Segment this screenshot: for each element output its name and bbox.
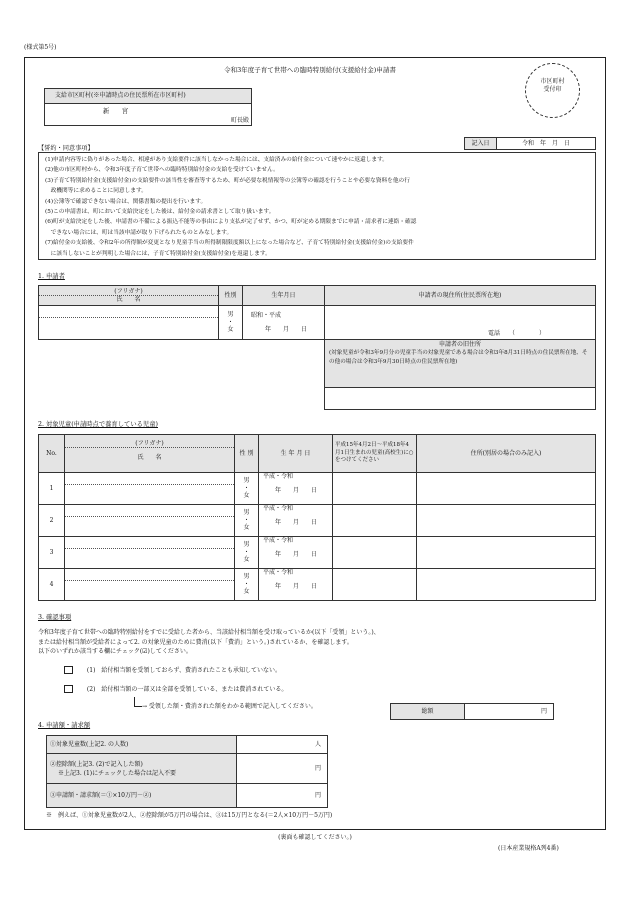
deduction-input[interactable] [237, 754, 328, 784]
entry-date-table [464, 137, 596, 150]
arrow-connector [134, 697, 142, 707]
entry-date-label: 記入日 [465, 138, 497, 150]
female-option[interactable]: 女 [243, 524, 250, 532]
child-sex-cell[interactable] [235, 537, 259, 569]
child-birth-cell[interactable] [259, 569, 333, 601]
child-no: 2 [39, 505, 65, 537]
child-name-input[interactable] [65, 517, 234, 535]
form-number: (様式第5号) [24, 44, 57, 51]
total-input[interactable] [465, 704, 554, 720]
applicant-era[interactable]: 昭和・平成 [251, 311, 282, 319]
child-era[interactable]: 平成・令和 [263, 537, 294, 544]
sex-dot: ・ [243, 580, 250, 588]
child-furigana-input[interactable] [65, 569, 234, 581]
option1-row [64, 666, 281, 674]
pledge-item: に該当しないことが判明した場合には、子育て特別給付金(支援給付金)を返還します。 [45, 250, 271, 257]
male-option[interactable]: 男 [227, 311, 234, 319]
stamp-line1: 市区町村 [540, 78, 565, 85]
section4-title: 4. 申請額・請求額 [38, 722, 91, 729]
child-address-input[interactable] [417, 505, 596, 537]
phone-label[interactable]: 電話 （ ） [487, 329, 545, 337]
applicant-address-cell[interactable] [325, 306, 596, 340]
child-ymd[interactable]: 年 月 日 [275, 550, 318, 558]
hs-mark-cell[interactable] [333, 505, 417, 537]
arrow-note: → 受領した額・費消された額をわかる範囲で記入してください。 [142, 703, 317, 710]
child-no: 3 [39, 537, 65, 569]
child-address-header: 住所(別居の場合のみ記入) [417, 435, 596, 473]
count-unit: 人 [314, 740, 321, 748]
child-address-input[interactable] [417, 473, 596, 505]
table-row [39, 505, 596, 537]
total-label: 総額 [391, 704, 465, 720]
option2-checkbox[interactable] [64, 685, 73, 693]
applicant-furigana-input[interactable] [39, 306, 218, 318]
municipality-suffix: 町長殿 [231, 117, 250, 124]
table-row [39, 537, 596, 569]
request-amount-input[interactable] [237, 784, 328, 808]
no-header: No. [39, 435, 65, 473]
intro-line2: または給付相当額が受給者によって2. の対象児童のために費消(以下「費消」という。)されているか、を確認します。 [38, 638, 353, 646]
applicant-sex-cell[interactable] [219, 306, 243, 340]
request-amount-label: ③申請額・請求額(＝①×10万円－②) [47, 784, 237, 808]
child-no: 4 [39, 569, 65, 601]
child-name-cell [65, 569, 235, 601]
total-unit: 円 [540, 707, 547, 715]
option1-label: (1) 給付相当額を受領しておらず、費消されたことも承知していない。 [86, 666, 281, 674]
applicant-birth-cell[interactable] [243, 306, 325, 340]
deduction-label [47, 754, 237, 784]
intro-line1: 令和3年度子育て世帯への臨時特別給付をすでに受給した者から、当該給付相当額を受け取っているか(以下「受領」という。)、 [38, 629, 380, 636]
child-era[interactable]: 平成・令和 [263, 569, 294, 576]
pledge-title: 【誓約・同意事項】 [38, 145, 94, 152]
pledge-item: (7)給付金の支給後、令和2年の所得額が変更となり児童手当の所得制限限度額以上になった場合など、子育て特別給付金(支援給付金)の支給要件 [45, 240, 414, 247]
pledge-item: (3)子育て特別給付金(支援給付金)の支給要件の該当性を審査等するため、町が必要な税情報等の公簿等の確認を行うことや必要な資料を他の行 [45, 177, 410, 184]
child-name-cell [65, 537, 235, 569]
female-option[interactable]: 女 [243, 556, 250, 564]
male-option[interactable]: 男 [243, 573, 250, 581]
pledge-item: 政機関等に求めることに同意します。 [45, 188, 147, 195]
child-furigana-input[interactable] [65, 473, 234, 485]
child-furigana-input[interactable] [65, 505, 234, 517]
pledge-box [38, 152, 596, 260]
intro-line3: 以下のいずれか該当する欄にチェック(☑)してください。 [38, 648, 192, 656]
deduction-label-note: ※上記3. (1)にチェックした場合は記入不要 [58, 769, 176, 777]
child-name-label: 氏 名 [137, 454, 162, 461]
child-ymd[interactable]: 年 月 日 [275, 486, 318, 494]
child-era[interactable]: 平成・令和 [263, 505, 294, 512]
section2-title: 2. 対象児童(申請時点で養育している児童) [38, 421, 158, 428]
municipality-box [44, 88, 252, 126]
child-birth-cell[interactable] [259, 473, 333, 505]
footer-right: (日本産業規格A列4番) [498, 845, 559, 852]
female-option[interactable]: 女 [243, 492, 250, 500]
child-name-cell [65, 473, 235, 505]
hs-mark-cell[interactable] [333, 569, 417, 601]
child-sex-cell[interactable] [235, 505, 259, 537]
hs-mark-cell[interactable] [333, 537, 417, 569]
hs-mark-cell[interactable] [333, 473, 417, 505]
section3-intro [38, 628, 598, 657]
option1-checkbox[interactable] [64, 666, 73, 674]
pledge-item: (2)他の市区町村から、令和3年度子育て世帯への臨時特別給付金の支給を受けていません。 [45, 167, 279, 174]
deduction-label-main: ②控除額(上記3. (2)で記入した額) [50, 760, 143, 768]
male-option[interactable]: 男 [243, 541, 250, 549]
reception-stamp [525, 63, 580, 118]
child-ymd[interactable]: 年 月 日 [275, 582, 318, 590]
address-header: 申請者の現住所(住民票所在地) [325, 286, 596, 306]
child-name-input[interactable] [65, 485, 234, 503]
applicant-ymd[interactable]: 年 月 日 [265, 326, 308, 333]
female-option[interactable]: 女 [227, 326, 234, 334]
pledge-item: できない場合には、町は当該申請が取り下げられたものとみなします。 [45, 229, 233, 236]
child-furigana-input[interactable] [65, 537, 234, 549]
male-option[interactable]: 男 [243, 477, 250, 485]
pledge-item: (1)申請内容等に偽りがあった場合、相違があり支給要件に該当しなかった場合には、支給済みの給付金について速やかに返還します。 [45, 157, 388, 163]
example-note: ※ 例えば、①対象児童数が2人、②控除額が5万円の場合は、③は15万円となる(＝2人×10万円－5万円) [46, 812, 333, 819]
sex-dot: ・ [243, 516, 250, 524]
sex-dot: ・ [243, 548, 250, 556]
child-no: 1 [39, 473, 65, 505]
birth-header: 生年月日 [243, 286, 325, 306]
sex-dot: ・ [243, 484, 250, 492]
deduction-unit: 円 [314, 764, 321, 772]
sex-header: 性別 [219, 286, 243, 306]
child-sex-header: 性 別 [235, 435, 259, 473]
child-sex-cell[interactable] [235, 569, 259, 601]
stamp-line2: 受付印 [543, 85, 562, 93]
child-name-input[interactable] [65, 581, 234, 599]
child-address-input[interactable] [417, 569, 596, 601]
request-unit: 円 [314, 791, 321, 799]
sex-dot: ・ [227, 318, 234, 326]
female-option[interactable]: 女 [243, 588, 250, 596]
applicant-name-cell [39, 306, 219, 340]
applicant-name-input[interactable] [39, 318, 218, 338]
applicant-blank [39, 340, 325, 388]
old-address-input[interactable] [325, 388, 596, 410]
table-row [39, 473, 596, 505]
option2-row [64, 685, 287, 693]
hs-note-header: 平成15年4月2日～平成18年4月1日生まれの児童(高校生)に○をつけてください [333, 435, 417, 473]
option2-label: (2) 給付相当額の一部又は全部を受領している、または費消されている。 [86, 685, 288, 693]
child-birth-cell[interactable] [259, 505, 333, 537]
municipality-name[interactable]: 新 宮 [103, 108, 129, 115]
municipality-header: 支給市区町村(※申請時点の住民票所在市区町村) [45, 89, 251, 104]
name-header: 氏 名 [116, 296, 141, 303]
old-address-title: 申請者の旧住所 [438, 341, 481, 348]
child-birth-header: 生 年 月 日 [259, 435, 333, 473]
child-era[interactable]: 平成・令和 [263, 473, 294, 480]
child-furigana-header: (フリガナ) [65, 440, 234, 449]
furigana-header: (フリガナ) [39, 288, 218, 297]
male-option[interactable]: 男 [243, 509, 250, 517]
section1-title: 1. 申請者 [38, 273, 65, 280]
pledge-item: (5)この申請書は、町において支給決定をした後は、給付金の請求書として取り扱います。 [45, 209, 275, 216]
old-address-note: (対象児童が令和3年9月分の児童手当の対象児童である場合は令和3年8月31日時点の住民票所在地、その他の場合は令和3年9月30日時点の住民票所在地) [329, 349, 588, 365]
children-table [38, 434, 596, 601]
section3-title: 3. 確認事項 [38, 614, 72, 621]
child-birth-cell[interactable] [259, 537, 333, 569]
child-address-input[interactable] [417, 537, 596, 569]
pledge-item: (4)公簿等で確認できない場合は、関係書類の提出を行います。 [45, 198, 207, 205]
form-title: 令和3年度子育て世帯への臨時特別給付(支援給付金)申請書 [224, 66, 396, 74]
children-count-label: ①対象児童数(上記2. の人数) [47, 736, 237, 754]
table-row [39, 569, 596, 601]
entry-date-field[interactable]: 令和 年 月 日 [497, 138, 596, 150]
children-count-input[interactable] [237, 736, 328, 754]
child-ymd[interactable]: 年 月 日 [275, 518, 318, 526]
child-name-input[interactable] [65, 549, 234, 567]
child-name-cell [65, 505, 235, 537]
applicant-name-header [39, 286, 219, 306]
child-name-header [65, 435, 235, 473]
applicant-table [38, 285, 596, 410]
old-address-header [325, 340, 596, 388]
footer-center: (裏面も確認してください。) [278, 834, 352, 841]
applicant-blank2 [39, 388, 325, 410]
amount-table [46, 735, 328, 808]
child-sex-cell[interactable] [235, 473, 259, 505]
pledge-item: (6)町が支給決定をした後、申請書の不備による振込不能等の事由により支払が完了せず、かつ、町が定める期限までに申請・請求者に連絡・確認 [45, 219, 417, 226]
total-table [390, 703, 554, 720]
